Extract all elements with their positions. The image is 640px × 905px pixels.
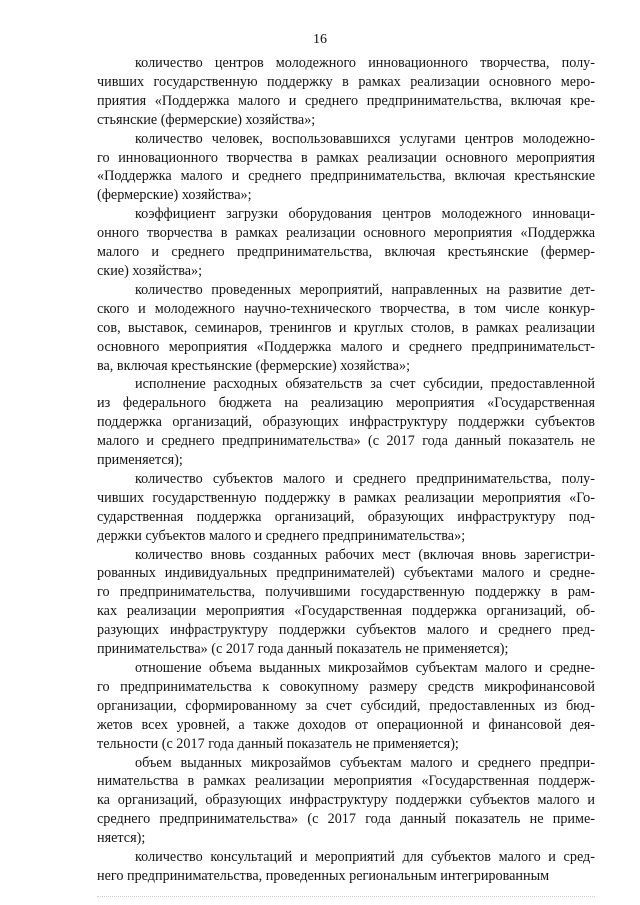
text-line: тельности (с 2017 года данный показатель не применяется); — [97, 735, 459, 752]
text-line: сударственная поддержка организаций, образующих инфраструктуру под- — [97, 508, 595, 525]
text-line: организации, сформированному за счет субсидий, предоставленных из бюд- — [97, 697, 595, 714]
paragraph — [97, 754, 595, 849]
paragraph — [97, 470, 595, 546]
text-line: количество консультаций и мероприятий для субъектов малого и сред- — [135, 849, 595, 866]
text-line: (фермерские) хозяйства»; — [97, 187, 252, 204]
text-line: ках реализации мероприятия «Государственная поддержка организаций, об- — [97, 603, 595, 620]
text-line: ва, включая крестьянские (фермерские) хозяйства»; — [97, 357, 411, 374]
text-line: из федерального бюджета на реализацию мероприятия «Государственная — [97, 395, 595, 412]
text-line: чивших государственную поддержку в рамках реализации основного меро- — [97, 73, 595, 90]
text-line: него предпринимательства, проведенных региональным интегрированным — [97, 867, 550, 884]
text-line: среднего предпринимательства» (с 2017 года данный показатель не приме- — [97, 811, 595, 828]
text-line: применяется); — [97, 452, 183, 469]
text-line: «Поддержка малого и среднего предпринимательства, включая крестьянские — [97, 168, 595, 185]
text-line: исполнение расходных обязательств за счет субсидии, предоставленной — [135, 376, 595, 393]
text-line: основного мероприятия «Поддержка малого и среднего предпринимательст- — [97, 338, 595, 355]
text-line: принимательства» (с 2017 года данный показатель не применяется); — [97, 641, 509, 658]
paragraph — [97, 375, 595, 470]
text-line: ского и молодежного научно-технического творчества, в том числе конкур- — [97, 300, 595, 317]
text-line: го предпринимательства, получившими государственную поддержку в рам- — [97, 584, 595, 601]
text-line: держки субъектов малого и среднего предпринимательства»; — [97, 527, 466, 544]
text-line: го инновационного творчества в рамках реализации основного мероприятия — [97, 149, 595, 166]
text-line: стьянские (фермерские) хозяйства»; — [97, 111, 316, 128]
paragraph — [97, 130, 595, 206]
text-line: онного творчества в рамках реализации основного мероприятия «Поддержка — [97, 225, 595, 242]
paragraph — [97, 54, 595, 130]
text-line: жетов всех уровней, а также доходов от операционной и финансовой дея- — [97, 716, 595, 733]
text-line: няется); — [97, 830, 146, 847]
text-line: количество проведенных мероприятий, направленных на развитие дет- — [135, 281, 595, 298]
paragraph — [97, 659, 595, 754]
text-line: сов, выставок, семинаров, тренингов и круглых столов, в рамках реализации — [97, 319, 595, 336]
text-line: ка организаций, образующих инфраструктуру поддержки субъектов малого и — [97, 792, 595, 809]
paragraph — [97, 281, 595, 376]
text-line: количество вновь созданных рабочих мест (включая вновь зарегистри- — [135, 546, 595, 563]
text-line: объем выданных микрозаймов субъектам малого и среднего предпри- — [135, 754, 595, 771]
paragraph — [97, 546, 595, 659]
text-line: разующих инфраструктуру поддержки субъектов малого и среднего пред- — [97, 622, 595, 639]
text-line: количество центров молодежного инновационного творчества, полу- — [135, 55, 595, 71]
text-line: количество человек, воспользовавшихся услугами центров молодежно- — [135, 130, 595, 147]
text-line: приятия «Поддержка малого и среднего предпринимательства, включая кре- — [97, 92, 595, 109]
text-line: отношение объема выданных микрозаймов субъектам малого и средне- — [135, 660, 595, 676]
text-line: чивших государственную поддержку в рамках реализации мероприятия «Го- — [97, 489, 595, 506]
text-line: го предпринимательства к совокупному размеру средств микрофинансовой — [97, 678, 595, 695]
text-line: количество субъектов малого и среднего предпринимательства, полу- — [135, 470, 595, 487]
scan-edge-artifact — [97, 896, 595, 901]
text-line: малого и среднего предпринимательства, включая крестьянские (фермер- — [97, 244, 595, 261]
text-line: поддержка организаций, образующих инфраструктуру поддержки субъектов — [97, 414, 595, 431]
paragraph — [97, 848, 595, 886]
text-line: нимательства в рамках реализации мероприятия «Государственная поддерж- — [97, 773, 595, 790]
paragraph — [97, 205, 595, 281]
text-line: рованных индивидуальных предпринимателей) субъектами малого и средне- — [97, 565, 595, 582]
text-line: коэффициент загрузки оборудования центров молодежного инноваци- — [135, 206, 595, 223]
page-number: 16 — [313, 32, 327, 47]
document-body — [97, 54, 595, 886]
text-line: малого и среднего предпринимательства» (с 2017 года данный показатель не — [97, 433, 595, 450]
text-line: ские) хозяйства»; — [97, 262, 203, 279]
